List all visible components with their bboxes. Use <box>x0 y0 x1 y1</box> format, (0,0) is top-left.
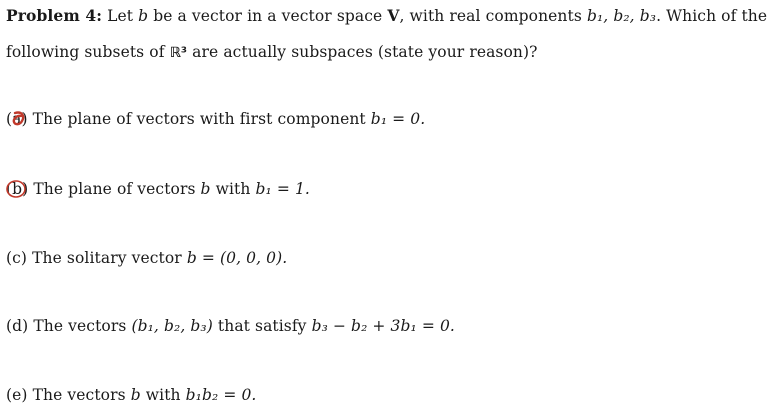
math-b: b <box>200 180 211 198</box>
math-b: b <box>130 386 141 404</box>
item-text: The plane of vectors with first component <box>32 110 366 128</box>
item-text: The solitary vector <box>32 249 182 267</box>
item-text: with <box>215 180 251 198</box>
item-d-marker: (d) <box>6 317 29 335</box>
item-a <box>6 110 425 128</box>
text: are actually subspaces (state your reason)? <box>192 43 538 61</box>
math-b: b <box>138 7 149 25</box>
item-math: b₁ = 0. <box>370 110 426 128</box>
problem-statement-line-2 <box>6 43 538 61</box>
item-e <box>6 386 256 404</box>
text: Let <box>107 7 134 25</box>
problem-label: Problem 4: <box>6 6 103 25</box>
text: following subsets of <box>6 43 165 61</box>
math-R3: ℝ³ <box>169 45 188 61</box>
item-math: b₁b₂ = 0. <box>185 386 257 404</box>
item-text: with <box>145 386 181 404</box>
item-a-marker <box>6 110 28 128</box>
item-text: that satisfy <box>217 317 307 335</box>
item-d <box>6 317 455 335</box>
item-text: The vectors <box>32 386 126 404</box>
item-c-marker: (c) <box>6 249 28 267</box>
item-text: The vectors <box>33 317 127 335</box>
marker-text: (b) <box>6 180 29 198</box>
item-text: The plane of vectors <box>33 180 196 198</box>
item-b-marker <box>6 180 28 198</box>
math-V: V <box>387 6 400 25</box>
item-math: b = (0, 0, 0). <box>186 249 288 267</box>
math-components: b₁, b₂, b₃ <box>586 7 657 25</box>
item-math: b₁ = 1. <box>255 180 310 198</box>
text: be a vector in a vector space <box>153 7 383 25</box>
item-c <box>6 249 287 267</box>
marker-text: (a) <box>6 110 28 128</box>
item-e-marker: (e) <box>6 386 28 404</box>
text: . Which of the <box>656 7 767 25</box>
item-math: (b₁, b₂, b₃) <box>131 317 213 335</box>
item-math: b₃ − b₂ + 3b₁ = 0. <box>311 317 455 335</box>
problem-statement-line-1 <box>6 6 767 25</box>
text: , with real components <box>399 7 582 25</box>
item-b <box>6 180 310 198</box>
